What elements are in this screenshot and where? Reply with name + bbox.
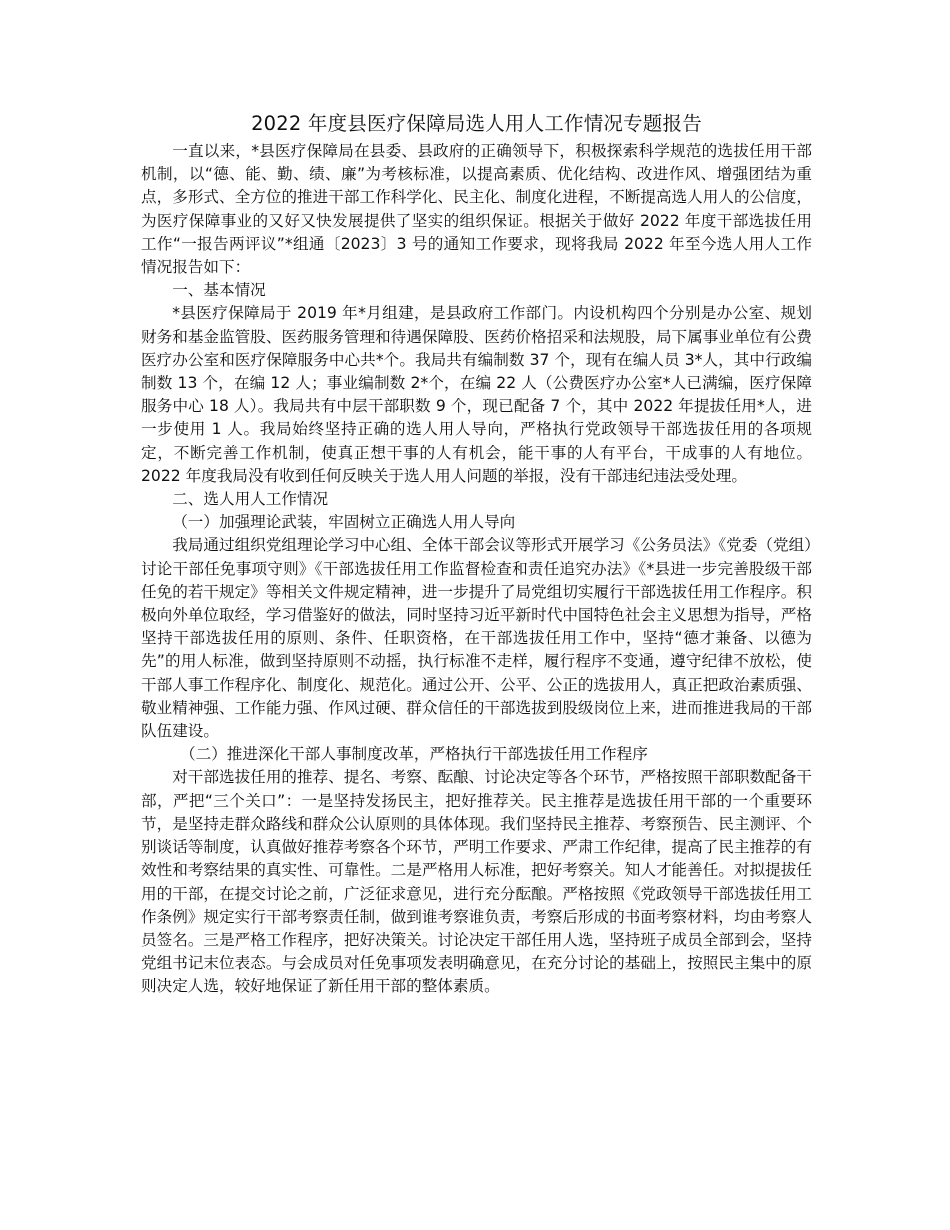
subsection2-heading: （二）推进深化干部人事制度改革，严格执行干部选拔任用工作程序	[180, 745, 648, 764]
subsection1-heading: （一）加强理论武装，牢固树立正确选人用人导向	[172, 513, 516, 532]
subsection1-body: 我局通过组织党组理论学习中心组、全体干部会议等形式开展学习《公务员法》《党委（党组）讨论干部任免事项守则》《干部选拔任用工作监督检查和责任追究办法》《*县进一步完善股级干部任免的若干规定》等相关文件规定精神，进一步提升了局党组切实履行干部选拔任用工作程序。积极向外单位取经，学习借鉴好的做法，同时坚持习近平新时代中国特色社会主义思想为指导，严格坚持干部选拔任用的原则、条件、任职资格，在干部选拔任用工作中，坚持“德才兼备、以德为先”的用人标准，做到坚持原则不动摇，执行标准不走样，履行程序不变通，遵守纪律不放松，使干部人事工作程序化、制度化、规范化。通过公开、公平、公正的选拔用人，真正把政治素质强、敬业精神强、工作能力强、作风过硬、群众信任的干部选拔到股级岗位上来，进而推进我局的干部队伍建设。	[141, 536, 812, 741]
section1-heading: 一、基本情况	[172, 281, 266, 300]
section1-body: *县医疗保障局于 2019 年*月组建，是县政府工作部门。内设机构四个分别是办公室、规划财务和基金监管股、医药服务管理和待遇保障股、医药价格招采和法规股，局下属事业单位有公费医疗办公室和医疗保障服务中心共*个。我局共有编制数 37 个，现有在编人员 3*人，其中行政编制数 13 个，在编 12 人；事业编制数 2*个，在编 22 人（公费医疗办公室*人已满编，医疗保障服务中心 18 人）。我局共有中层干部职数 9 个，现已配备 7 个，其中 2022 年提拔任用*人，进一步使用 1 人。我局始终坚持正确的选人用人导向，严格执行党政领导干部选拔任用的各项规定，不断完善工作机制，使真正想干事的人有机会，能干事的人有平台，干成事的人有地位。2022 年度我局没有收到任何反映关于选人用人问题的举报，没有干部违纪违法受处理。	[141, 304, 812, 485]
section2-heading: 二、选人用人工作情况	[172, 490, 329, 509]
subsection2-body: 对干部选拔任用的推荐、提名、考察、酝酿、讨论决定等各个环节，严格按照干部职数配备干部，严把“三个关口”：一是坚持发扬民主，把好推荐关。民主推荐是选拔任用干部的一个重要环节，是坚持走群众路线和群众公认原则的具体体现。我们坚持民主推荐、考察预告、民主测评、个别谈话等制度，认真做好推荐考察各个环节，严明工作要求、严肃工作纪律，提高了民主推荐的有效性和考察结果的真实性、可靠性。二是严格用人标准，把好考察关。知人才能善任。对拟提拔任用的干部，在提交讨论之前，广泛征求意见，进行充分酝酿。严格按照《党政领导干部选拔任用工作条例》规定实行干部考察责任制，做到谁考察谁负责，考察后形成的书面考察材料，均由考察人员签名。三是严格工作程序，把好决策关。讨论决定干部任用人选，坚持班子成员全部到会，坚持党组书记末位表态。与会成员对任免事项发表明确意见，在充分讨论的基础上，按照民主集中的原则决定人选，较好地保证了新任用干部的整体素质。	[141, 768, 812, 996]
document-page	[141, 110, 812, 999]
document-title: 2022 年度县医疗保障局选人用人工作情况专题报告	[251, 112, 702, 135]
intro-paragraph: 一直以来，*县医疗保障局在县委、县政府的正确领导下，积极探索科学规范的选拔任用干部机制，以“德、能、勤、绩、廉”为考核标准，以提高素质、优化结构、改进作风、增强团结为重点，多形式、全方位的推进干部工作科学化、民主化、制度化进程，不断提高选人用人的公信度，为医疗保障事业的又好又快发展提供了坚实的组织保证。根据关于做好 2022 年度干部选拔任用工作“一报告两评议”*组通〔2023〕3 号的通知工作要求，现将我局 2022 年至今选人用人工作情况报告如下：	[141, 142, 812, 277]
